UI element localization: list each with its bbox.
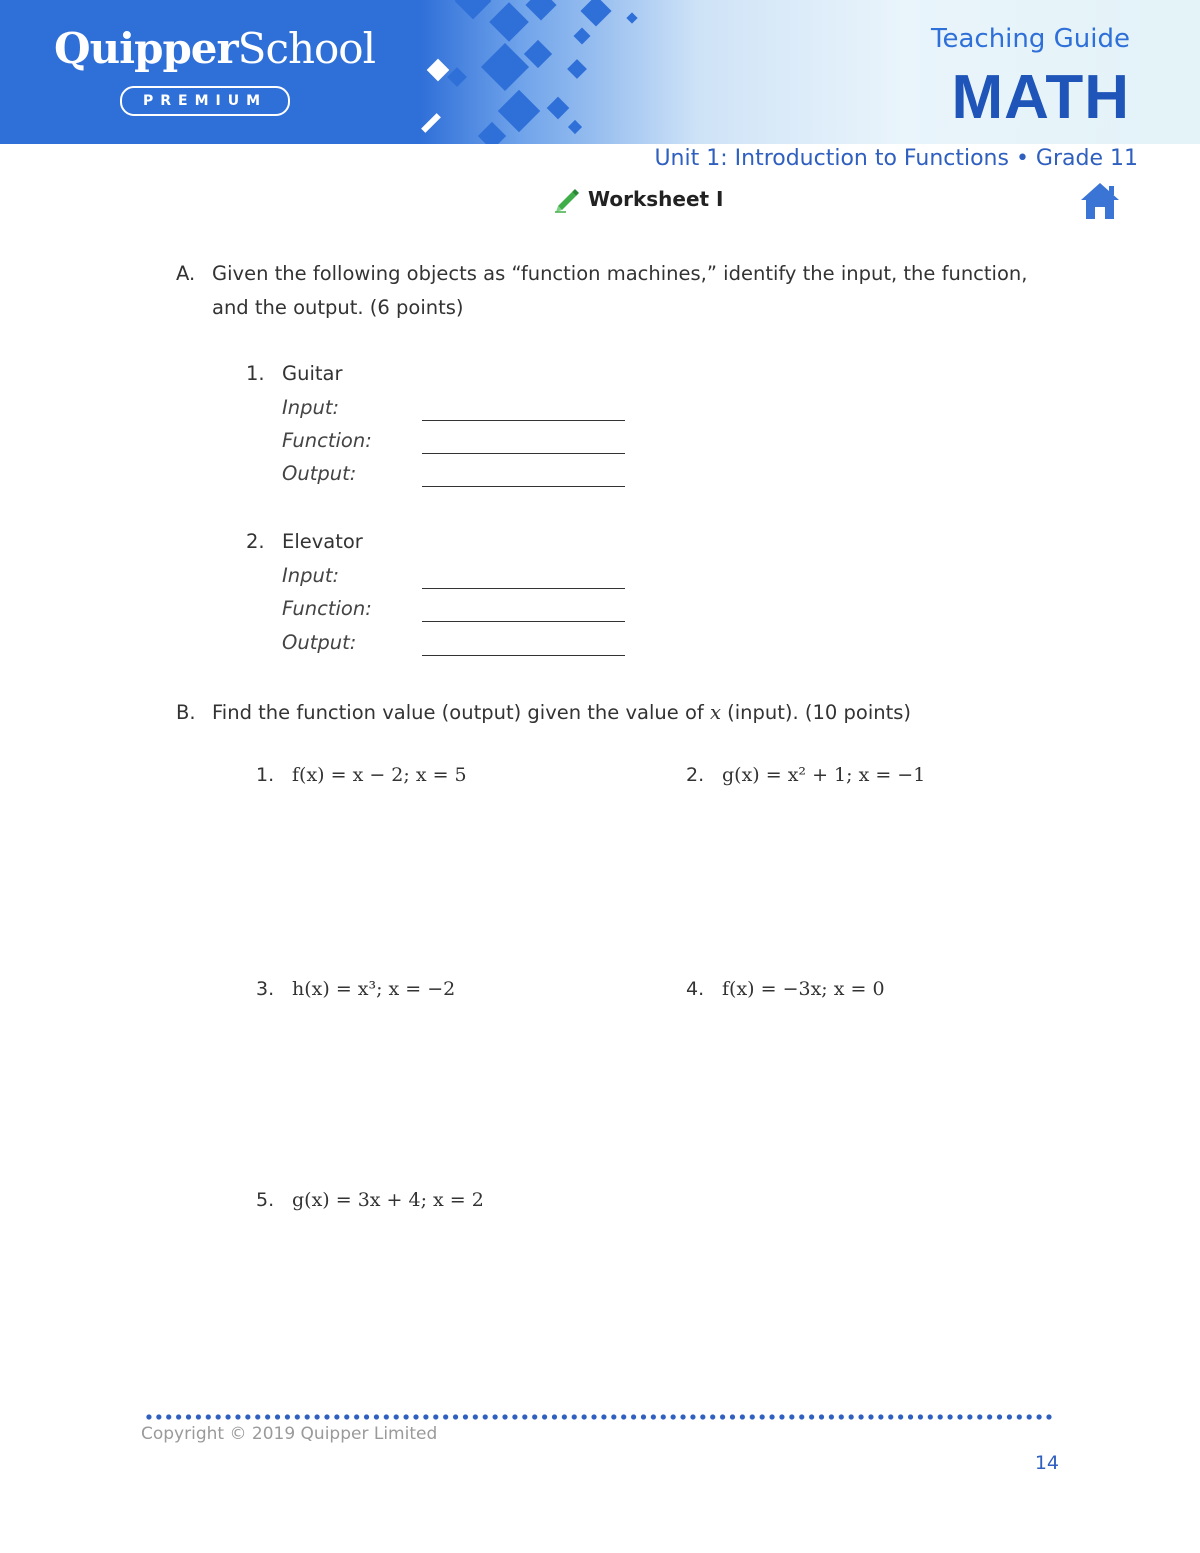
problem-number: 4. (686, 978, 705, 1000)
worksheet-heading (552, 184, 724, 214)
guitar-input-blank[interactable] (422, 420, 625, 421)
copyright-text: Copyright © 2019 Quipper Limited (141, 1424, 438, 1444)
elevator-output-blank[interactable] (422, 655, 625, 656)
item-number: 2. (246, 530, 265, 553)
section-b-letter: B. (176, 701, 196, 724)
field-label: Input: (282, 564, 340, 587)
item-number: 1. (246, 362, 265, 385)
problem-expression: g(x) = 3x + 4; x = 2 (292, 1189, 484, 1211)
instruction-text: (input). (10 points) (720, 701, 912, 724)
page-number: 14 (1034, 1452, 1059, 1474)
section-a (176, 257, 1076, 327)
problem-expression: f(x) = −3x; x = 0 (722, 978, 885, 1000)
problem-expression: f(x) = x − 2; x = 5 (292, 764, 467, 786)
problem-2 (686, 764, 925, 786)
guitar-function-blank[interactable] (422, 453, 625, 454)
section-b (176, 696, 1076, 732)
field-label: Output: (282, 631, 357, 654)
decorative-squares (400, 0, 660, 144)
pencil-icon (552, 184, 582, 214)
teaching-guide-label: Teaching Guide (931, 24, 1130, 54)
guitar-function-row (282, 429, 642, 459)
section-a-instruction: Given the following objects as “function machines,” identify the input, the function, and the output. (6 points) (212, 262, 1028, 319)
premium-badge: PREMIUM (120, 86, 290, 116)
item-name: Guitar (282, 362, 343, 385)
worksheet-title: Worksheet I (588, 187, 724, 211)
unit-title: Unit 1: Introduction to Functions • Grade 11 (654, 146, 1138, 171)
home-icon[interactable] (1078, 180, 1122, 222)
problem-number: 2. (686, 764, 705, 786)
guitar-input-row (282, 396, 642, 426)
problem-number: 5. (256, 1189, 275, 1211)
problem-1 (256, 764, 467, 786)
variable-x: x (709, 701, 721, 724)
problem-expression: g(x) = x² + 1; x = −1 (722, 764, 926, 786)
footer-divider (144, 1414, 1056, 1420)
field-label: Output: (282, 462, 357, 485)
logo-primary: Quipper (54, 24, 238, 73)
problem-3 (256, 978, 455, 1000)
field-label: Function: (282, 597, 372, 620)
guitar-output-row (282, 462, 642, 492)
field-label: Input: (282, 396, 340, 419)
header-banner (0, 0, 1200, 144)
elevator-input-blank[interactable] (422, 588, 625, 589)
problem-4 (686, 978, 885, 1000)
problem-5 (256, 1189, 484, 1211)
guitar-output-blank[interactable] (422, 486, 625, 487)
logo-secondary: School (237, 24, 376, 73)
item-guitar (246, 362, 343, 385)
problem-number: 1. (256, 764, 275, 786)
section-a-letter: A. (176, 262, 196, 285)
item-name: Elevator (282, 530, 363, 553)
elevator-input-row (282, 564, 642, 594)
item-elevator (246, 530, 363, 553)
field-label: Function: (282, 429, 372, 452)
problem-expression: h(x) = x³; x = −2 (292, 978, 456, 1000)
instruction-text: Find the function value (output) given the value of (212, 701, 710, 724)
quipper-school-logo (54, 24, 375, 73)
problem-number: 3. (256, 978, 275, 1000)
elevator-function-blank[interactable] (422, 621, 625, 622)
section-b-instruction (212, 696, 1060, 730)
subject-title: MATH (951, 63, 1130, 132)
elevator-function-row (282, 597, 642, 627)
elevator-output-row (282, 631, 642, 661)
